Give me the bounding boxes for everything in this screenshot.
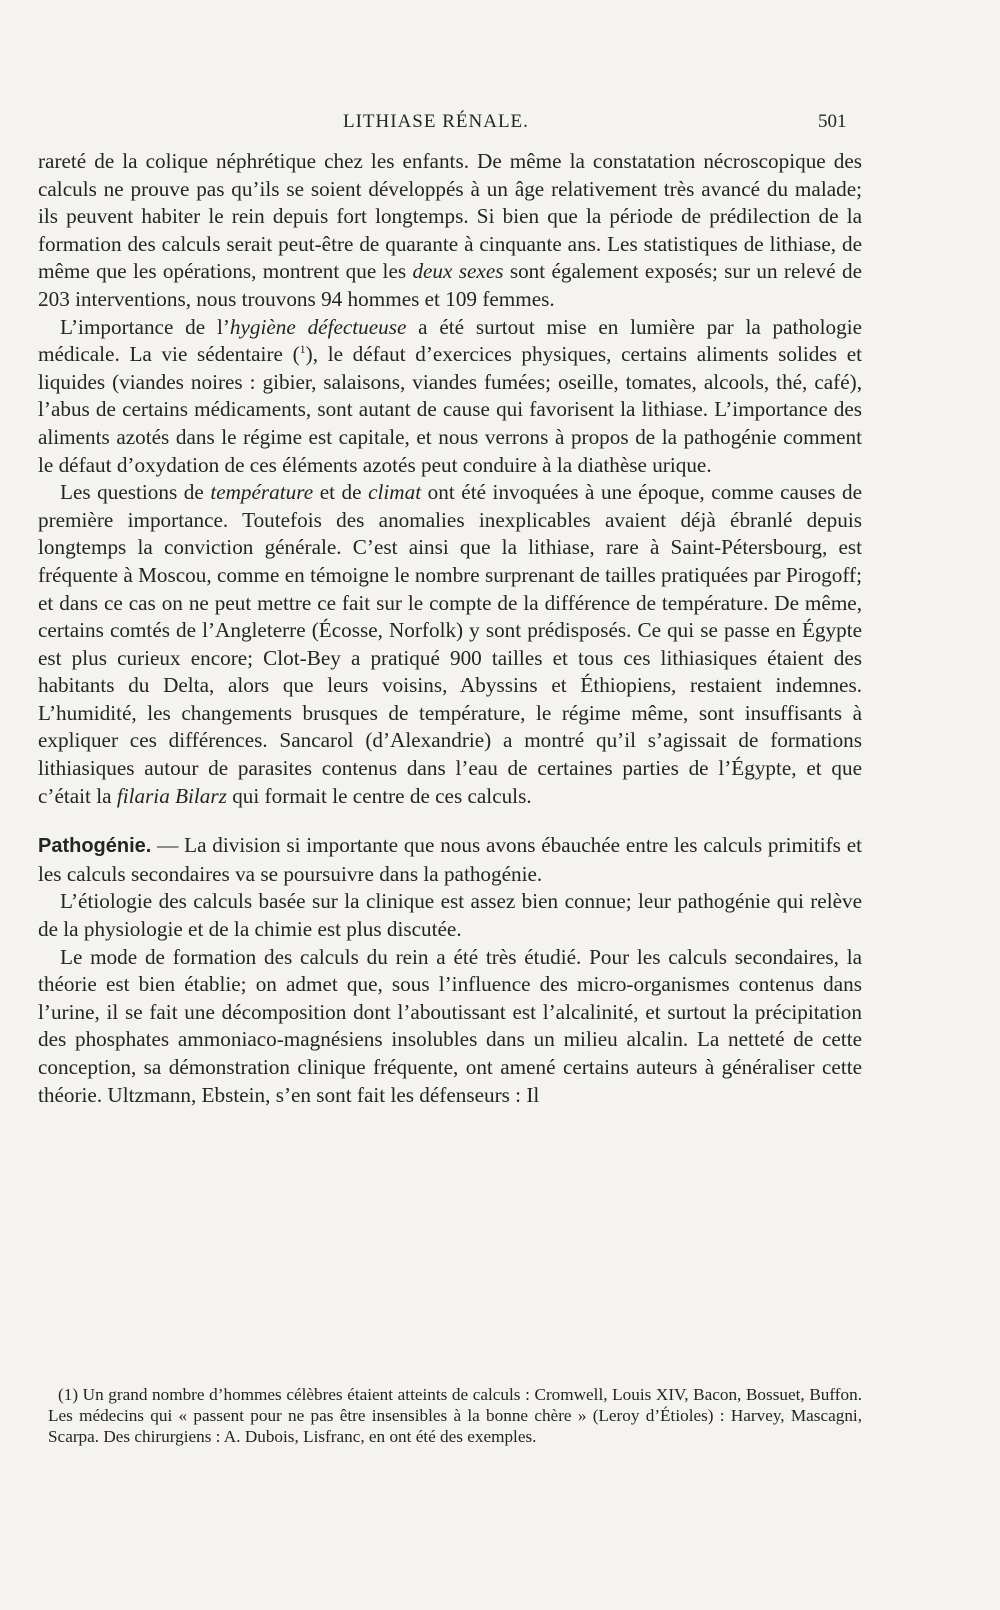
footnote-marker: (1) <box>58 1385 79 1404</box>
paragraph-climate <box>38 479 862 810</box>
emphasis-filaria-bilarz: filaria Bilarz <box>116 783 227 808</box>
body-text <box>38 148 862 1109</box>
paragraph-pathogenie <box>38 832 862 888</box>
footnote-reference: 1 <box>299 342 306 357</box>
emphasis-hygiene-defectueuse: hygiène défectueuse <box>229 314 407 339</box>
emphasis-climat: climat <box>368 480 422 505</box>
text-run: ), le défaut d’exercices physiques, certains aliments solides et liquides (viandes noires : gibier, salaisons, viandes fumées; oseille, tomates, alcools, thé, café), l’abus de certains médicaments, sont autant de cause qui favorisent la lithiase. L’importance des aliments azotés dans le régime est capitale, et nous verrons à propos de la pathogénie comment le défaut d’oxydation de ces éléments azotés peut conduire à la diathèse urique. <box>38 342 862 477</box>
text-run: sont également exposés; sur un relevé de 203 interventions, nous trouvons 94 hommes et 109 femmes. <box>38 259 863 311</box>
text-run: rareté de la colique néphrétique chez les enfants. De même la constatation nécroscopique des calculs ne prouve pas qu’ils se soient développés à un âge relativement très avancé du malade; ils peuvent habiter le rein depuis fort longtemps. Si bien que la période de prédilection de la formation des calculs serait peut-être de quarante à cinquante ans. Les statistiques de lithiase, de même que les opérations, montrent que les <box>38 149 862 284</box>
text-run: a été surtout mise en lumière par la pathologie médicale. La vie sédentaire ( <box>38 314 862 367</box>
emphasis-temperature: température <box>210 480 314 505</box>
text-run: — La division si importante que nous avons ébauchée entre les calculs primitifs et les calculs secondaires va se poursuivre dans la pathogénie. <box>38 833 862 886</box>
text-run: ont été invoquées à une époque, comme causes de première importance. Toutefois des anomalies inexplicables avaient déjà ébranlé depuis longtemps la conviction générale. C’est ainsi que la lithiase, rare à Saint-Pétersbourg, est fréquente à Moscou, comme en témoigne le nombre surprenant de tailles pratiquées par Pirogoff; et dans ce cas on ne peut mettre ce fait sur le compte de la différence de température. De même, certains comtés de l’Angleterre (Écosse, Norfolk) y sont prédisposés. Ce qui se passe en Égypte est plus curieux encore; Clot-Bey a pratiqué 900 tailles et tous ces lithiasiques étaient des habitants du Delta, alors que leurs voisins, Abyssins et Éthiopiens, restaient indemnes. L’humidité, les changements brusques de température, le régime même, sont insuffisants à expliquer ces différences. Sancarol (d’Alexandrie) a montré qu’il s’agissait de formations lithiasiques autour de parasites contenus dans l’eau de certaines parties de l’Égypte, et que c’était la <box>38 480 863 808</box>
paragraph-etiologie: L’étiologie des calculs basée sur la clinique est assez bien connue; leur pathogénie qui relève de la physiologie et de la chimie est plus discutée. <box>38 889 862 942</box>
emphasis-deux-sexes: deux sexes <box>412 259 504 284</box>
page-number: 501 <box>818 111 847 132</box>
footnote <box>48 1384 862 1447</box>
footnote-text: Un grand nombre d’hommes célèbres étaient atteints de calculs : Cromwell, Louis XIV, Bacon, Bossuet, Buffon. Les médecins qui « passent pour ne pas être insensibles à la bonne chère » (Leroy d’Étioles) : Harvey, Mascagni, Scarpa. Des chirurgiens : A. Dubois, Lisfranc, en ont été des exemples. <box>48 1385 862 1446</box>
paragraph-mode-de-formation: Le mode de formation des calculs du rein a été très étudié. Pour les calculs secondaires, la théorie est bien établie; on admet que, sous l’influence des micro-organismes contenus dans l’urine, il se fait une décomposition dont l’aboutissant est l’alcalinité, et surtout la précipitation des phosphates ammoniaco-magnésiens insolubles dans un milieu alcalin. La netteté de cette conception, sa démonstration clinique fréquente, ont amené certains auteurs à généraliser cette théorie. Ultzmann, Ebstein, s’en sont fait les défenseurs : Il <box>38 944 862 1107</box>
paragraph-age-sex-statistics <box>38 148 862 314</box>
text-run: et de <box>313 480 369 505</box>
running-head <box>0 111 1000 141</box>
text-run: qui formait le centre de ces calculs. <box>226 783 532 808</box>
paragraph-hygiene <box>38 314 862 480</box>
section-heading-pathogenie: Pathogénie. <box>38 835 152 858</box>
text-run: L’importance de l’ <box>60 314 230 339</box>
text-run: Les questions de <box>60 480 211 505</box>
running-title: LITHIASE RÉNALE. <box>343 111 529 132</box>
